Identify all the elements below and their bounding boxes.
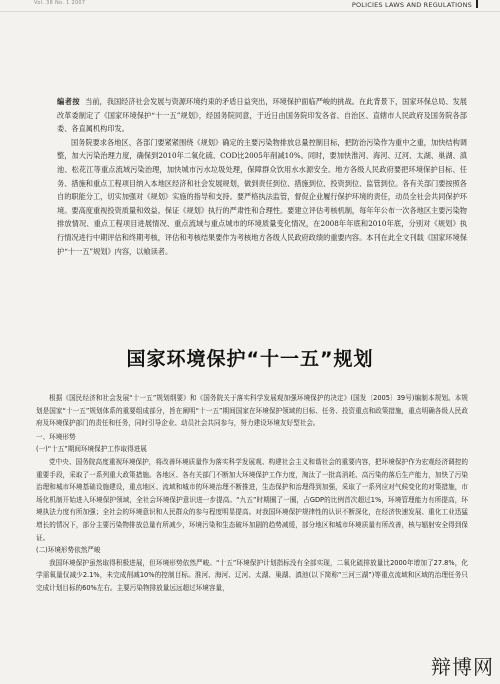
page-header [0, 0, 500, 10]
editor-note-label: 编者按 [57, 97, 81, 106]
editor-note [57, 95, 467, 258]
editor-note-paragraph-2 [57, 136, 467, 258]
editor-note-text-1: 当前，我国经济社会发展与资源环境约束的矛盾日益突出，环境保护面临严峻的挑战。在此背景下，国家环保总局、发展改革委制定了《国家环境保护“十一五”规划》，经国务院同意，于近日由国务院印发各省、自治区、直辖市人民政府及国务院各部委、各直属机构印发。 [57, 97, 467, 134]
subsection-heading-2: (二)环境形势依然严峻 [36, 546, 101, 555]
article-body [36, 392, 468, 595]
article-title: 国家环境保护“十一五”规划 [126, 348, 374, 370]
header-section-title [352, 0, 478, 9]
article-intro: 根据《国民经济和社会发展“十一五”规划纲要》和《国务院关于落实科学发展观加强环境保护的决定》(国发〔2005〕39号)编制本规划。本规划是国家“十一五”规划体系的重要组成部分，旨在阐明“十一五”期间国家在环境保护领域的目标、任务、投资重点和政策措施，重点明确各级人民政府及环境保护部门的责任和任务，同时引导企业、动员社会共同参与，努力建设环境友好型社会。 [36, 394, 468, 428]
header-bar-mark [476, 0, 478, 8]
header-divider [0, 11, 500, 12]
editor-note-paragraph-1 [57, 95, 467, 136]
header-issue-info: Vol. 38 No. 1 2007 [34, 0, 86, 6]
article-paragraph-1: 党中央、国务院高度重视环境保护，将改善环境质量作为落实科学发展观、构建社会主义和谐社会的重要内容，把环境保护作为宏观经济调控的重要手段，采取了一系列重大政策措施。各地区、各有关部门不断加大环境保护工作力度，淘汰了一批高消耗、高污染的落后生产能力，加快了污染治理和城市环境基础设施建设，重点地区、流域和城市的环境治理不断推进，生态保护和治理得到加强，采取了一系列应对气候变化的对策措施，市场化机制开始进入环境保护领域，全社会环境保护意识进一步提高。“九五”时期圈了一圈，占GDP的比例首次超过1%，环境管理能力有所提高，环境执法力度有所加强；全社会的环境意识和人民群众的参与程度明显提高。对我国环境保护规律性的认识不断深化，在经济快速发展、重化工业迅猛增长的情况下，部分主要污染物排放总量有所减少，环境污染和生态破坏加剧的趋势减缓，部分地区和城市环境质量有所改善，核与辐射安全得到保证。 [36, 457, 468, 542]
section-heading-1: 一、环境形势 [36, 432, 76, 441]
editor-note-text-2: 国务院要求各地区、各部门要紧紧围绕《规划》确定的主要污染物排放总量控制目标，把防治污染作为重中之重，加快结构调整，加大污染治理力度，确保到2010年二氧化硫、COD比2005年削减10%。同时，要加快淮河、海河、辽河、太湖、巢湖、滇池、松花江等重点流域污染治理，加快城市污水垃圾处理，保障群众饮用水水源安全。地方各级人民政府要把环境保护目标、任务、措施和重点工程项目纳入本地区经济和社会发展规划，做到责任到位、措施到位、投资到位、监管到位。各有关部门要按照各自的职能分工，切实加强对《规划》实施的指导和支持。要严格执法监管，督促企业履行保护环境的责任，动员全社会共同保护环境。要高度重视投资质量和效益。保证《规划》执行的严肃性和合理性。要建立评估考核机制，每年年公布一次各地区主要污染物排放情况、重点工程项目进展情况、重点流域与重点城市的环境质量变化情况，在2008年年底和2010年底，分别对《规划》执行情况进行中期评估和终期考核，评估和考核结果要作为考核地方各级人民政府政绩的重要内容。本刊在此全文刊载《国家环境保护“十一五”规划》内容，以飨读者。 [57, 137, 467, 256]
site-watermark: 辩博网 [431, 655, 494, 679]
article-paragraph-2: 我国环境保护虽然取得积极进展，但环境形势依然严峻。“十五”环境保护计划指标没有全部实现，二氧化硫排放量比2000年增加了27.8%，化学需氧量仅减少2.1%，未完成削减10%的控制目标。淮河、海河、辽河、太湖、巢湖、滇池(以下简称“三河三湖”)等重点流域和区域的治理任务只完成计划目标的60%左右。主要污染物排放量远远超过环境容量， [36, 558, 468, 592]
subsection-heading-1: (一)“十五”期间环境保护工作取得进展 [36, 445, 147, 454]
header-section-text: POLICIES LAWS AND REGULATIONS [351, 1, 472, 9]
